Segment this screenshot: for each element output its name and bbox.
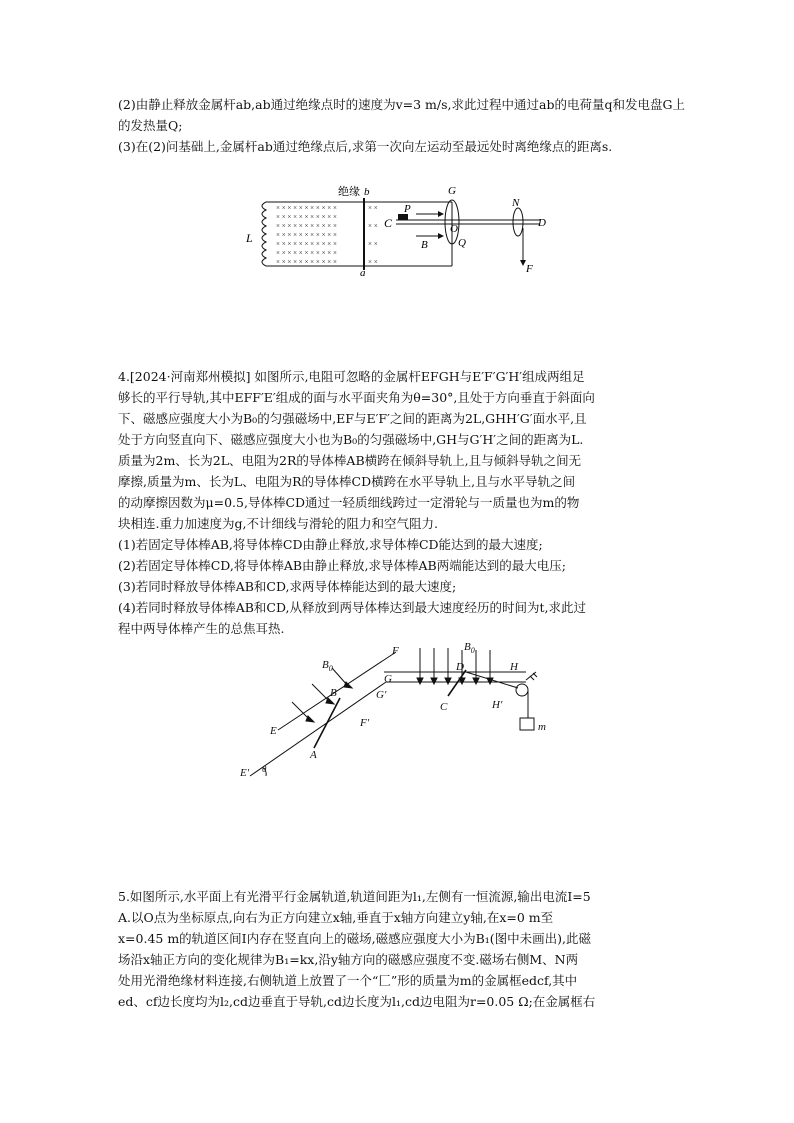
label-B0-right: $B_0$ xyxy=(464,641,475,655)
svg-text:× × × × × × × × × × ×: × × × × × × × × × × × xyxy=(276,258,337,266)
inductor-coil xyxy=(262,202,266,266)
q4-line: 摩擦,质量为m、长为L、电阻为R的导体棒CD横跨在水平导轨上,且与水平导轨之间 xyxy=(118,474,576,489)
label-L: L xyxy=(246,231,253,245)
pulley-N xyxy=(513,208,523,236)
pulley xyxy=(516,684,528,696)
q4-sub4: 程中两导体棒产生的总焦耳热. xyxy=(118,621,285,636)
svg-text:× ×: × × xyxy=(368,258,378,266)
label-H: H xyxy=(510,661,518,673)
svg-text:× ×: × × xyxy=(368,222,378,230)
svg-text:× × × × × × × × × × ×: × × × × × × × × × × × xyxy=(276,213,337,221)
label-b: b xyxy=(364,186,370,198)
label-E: E xyxy=(270,725,277,737)
q3-sub3: (3)在(2)问基础上,金属杆ab通过绝缘点后,求第一次向左运动至最远处时离绝缘点的距离s. xyxy=(118,139,613,154)
q3-continuation xyxy=(118,94,686,157)
rod-AB xyxy=(314,698,340,748)
magnetic-field-region xyxy=(276,204,378,266)
label-C: C xyxy=(440,701,448,713)
q5-line: 5.如图所示,水平面上有光滑平行金属轨道,轨道间距为l₁,左侧有一恒流源,输出电流I=5 xyxy=(118,889,591,904)
label-G: G xyxy=(384,673,392,685)
label-A: A xyxy=(310,749,317,761)
q5-line: ed、cf边长度均为l₂,cd边垂直于导轨,cd边长度为l₁,cd边电阻为r=0.05 Ω;在金属框右 xyxy=(118,994,596,1009)
q5-line: 场沿x轴正方向的变化规律为B₁=kx,沿y轴方向的磁感应强度不变.磁场右侧M、N两 xyxy=(118,952,579,967)
label-B0-left: $B_0$ xyxy=(322,659,333,673)
rod-CD xyxy=(448,670,466,696)
q5-line: x=0.45 m的轨道区间Ⅰ内存在竖直向上的磁场,磁感应强度大小为B₁(图中未画出),此磁 xyxy=(118,931,592,946)
q4-line: 质量为2m、长为2L、电阻为2R的导体棒AB横跨在倾斜导轨上,且与倾斜导轨之间无 xyxy=(118,453,582,468)
svg-text:× ×: × × xyxy=(368,240,378,248)
q4-sub4: (4)若同时释放导体棒AB和CD,从释放到两导体棒达到最大速度经历的时间为t,求此过 xyxy=(118,600,587,615)
q4-sub3: (3)若同时释放导体棒AB和CD,求两导体棒能达到的最大速度; xyxy=(118,579,457,594)
q5-text xyxy=(118,886,686,1012)
q3-figure xyxy=(240,184,560,276)
svg-text:× ×: × × xyxy=(368,204,378,212)
svg-text:× × × × × × × × × × ×: × × × × × × × × × × × xyxy=(276,249,337,257)
q4-text xyxy=(118,366,686,639)
q4-line: 块相连.重力加速度为g,不计细线与滑轮的阻力和空气阻力. xyxy=(118,516,438,531)
label-Gprime: G′ xyxy=(376,689,387,701)
label-m: m xyxy=(538,721,546,733)
q4-line: 够长的平行导轨,其中EFF′E′组成的面与水平面夹角为θ=30°,且处于方向垂直于斜面向 xyxy=(118,390,595,405)
label-Q: Q xyxy=(458,237,466,249)
label-F: F xyxy=(392,645,399,657)
svg-text:× × × × × × × × × × ×: × × × × × × × × × × × xyxy=(276,204,337,212)
block-m xyxy=(520,718,534,730)
label-Fprime: F′ xyxy=(360,717,370,729)
q4-sub1: (1)若固定导体棒AB,将导体棒CD由静止释放,求导体棒CD能达到的最大速度; xyxy=(118,537,543,552)
label-D: D xyxy=(456,661,464,673)
q4-sub2: (2)若固定导体棒CD,将导体棒AB由静止释放,求导体棒AB两端能达到的最大电压; xyxy=(118,558,566,573)
q4-line: 4.[2024·河南郑州模拟] 如图所示,电阻可忽略的金属杆EFGH与E′F′G′H′组成两组足 xyxy=(118,369,585,384)
q3-sub2: (2)由静止释放金属杆ab,ab通过绝缘点时的速度为v=3 m/s,求此过程中通过ab的电荷量q和发电盘G上的发热量Q; xyxy=(118,97,685,133)
label-a: a xyxy=(360,267,366,276)
q5-line: A.以O点为坐标原点,向右为正方向建立x轴,垂直于x轴方向建立y轴,在x=0 m至 xyxy=(118,910,554,925)
q4-line: 的动摩擦因数为μ=0.5,导体棒CD通过一轻质细线跨过一定滑轮与一质量也为m的物 xyxy=(118,495,580,510)
q4-line: 下、磁感应强度大小为B₀的匀强磁场中,EF与E′F′之间的距离为2L,GHH′G′面水平,且 xyxy=(118,411,587,426)
label-B: B xyxy=(330,687,337,699)
label-Eprime: E′ xyxy=(240,767,250,779)
label-P: P xyxy=(404,203,411,215)
label-F: F xyxy=(526,263,533,275)
label-N: N xyxy=(512,197,520,209)
q5-line: 处用光滑绝缘材料连接,右侧轨道上放置了一个“匚”形的质量为m的金属框edcf,其中 xyxy=(118,973,578,988)
q4-figure xyxy=(240,640,560,780)
label-G: G xyxy=(448,185,456,197)
svg-text:× × × × × × × × × × ×: × × × × × × × × × × × xyxy=(276,222,337,230)
label-C: C xyxy=(384,216,393,230)
svg-text:× × × × × × × × × × ×: × × × × × × × × × × × xyxy=(276,240,337,248)
label-insulation: 绝缘 xyxy=(338,186,360,198)
label-B: B xyxy=(421,239,428,251)
q4-line: 处于方向竖直向下、磁感应强度大小也为B₀的匀强磁场中,GH与G′H′之间的距离为L. xyxy=(118,432,584,447)
svg-text:× × × × × × × × × × ×: × × × × × × × × × × × xyxy=(276,231,337,239)
label-Hprime: H′ xyxy=(492,699,503,711)
label-O: O xyxy=(450,223,458,235)
label-D: D xyxy=(538,217,546,229)
label-theta: θ xyxy=(262,764,267,774)
